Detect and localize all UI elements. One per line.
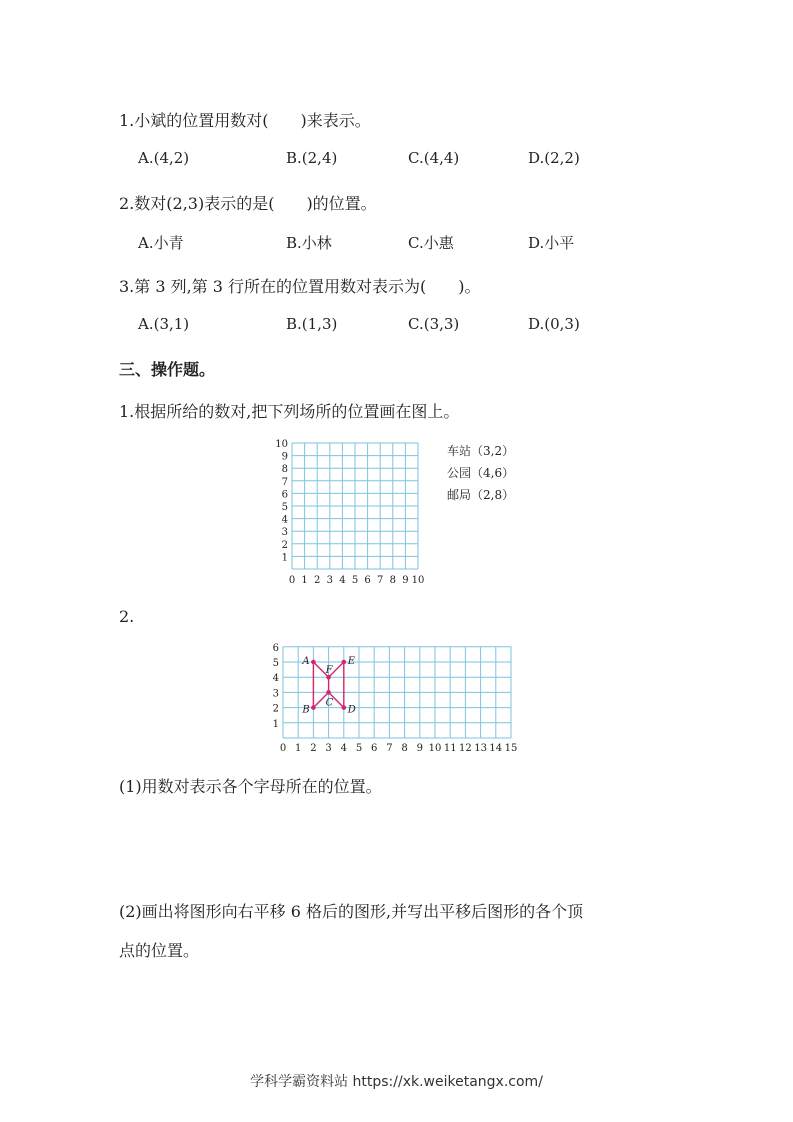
option-d: D.(2,2) — [528, 149, 580, 167]
point-label-c: C — [325, 697, 334, 709]
x-tick-label: 10 — [428, 743, 442, 754]
x-tick-label: 0 — [288, 575, 296, 586]
y-tick-label: 6 — [272, 642, 279, 654]
operation-question-1: 1.根据所给的数对,把下列场所的位置画在图上。 — [119, 402, 460, 421]
x-tick-label: 12 — [459, 743, 472, 754]
footer-watermark: 学科学霸资料站 https://xk.weiketangx.com/ — [250, 1074, 543, 1090]
option-d: D.小平 — [528, 234, 575, 252]
x-tick-label: 14 — [489, 743, 503, 754]
question-2-part-2-line-2: 点的位置。 — [119, 941, 200, 960]
y-axis-ticks — [275, 439, 288, 563]
operation-question-2-label: 2. — [119, 607, 135, 626]
point-a — [311, 660, 316, 665]
legend-station: 车站（3,2） — [447, 444, 515, 458]
x-tick-label: 4 — [339, 575, 346, 586]
x-tick-label: 15 — [504, 743, 518, 754]
legend-post-office: 邮局（2,8） — [447, 488, 515, 502]
y-tick-label: 2 — [272, 703, 279, 715]
x-tick-label: 7 — [377, 575, 384, 586]
x-tick-label: 6 — [364, 575, 371, 586]
point-e — [342, 660, 347, 665]
x-tick-label: 5 — [355, 743, 363, 754]
x-tick-label: 3 — [326, 575, 333, 586]
x-axis-ticks — [289, 575, 425, 586]
y-tick-label: 5 — [281, 502, 288, 513]
y-tick-label: 5 — [272, 658, 279, 669]
point-label-d: D — [347, 704, 356, 716]
y-tick-label: 10 — [275, 439, 288, 450]
point-d — [342, 705, 347, 710]
x-tick-label: 8 — [401, 743, 408, 754]
x-tick-label: 10 — [411, 575, 425, 586]
x-tick-label: 8 — [389, 575, 396, 586]
x-tick-label: 1 — [295, 743, 302, 754]
option-c: C.小惠 — [408, 234, 454, 252]
y-tick-label: 4 — [272, 673, 279, 685]
y-tick-label: 4 — [281, 514, 288, 526]
y-tick-label: 6 — [281, 489, 288, 501]
x-tick-label: 2 — [310, 743, 317, 754]
option-a: A.(4,2) — [138, 149, 190, 167]
question-3-options — [138, 315, 658, 337]
x-tick-label: 9 — [416, 743, 423, 754]
x-tick-label: 5 — [351, 575, 359, 586]
x-tick-label: 2 — [314, 575, 321, 586]
y-tick-label: 1 — [281, 552, 288, 564]
question-2-part-1: (1)用数对表示各个字母所在的位置。 — [119, 777, 382, 796]
point-b — [311, 705, 316, 710]
option-c: C.(4,4) — [408, 149, 460, 167]
y-tick-label: 9 — [281, 451, 288, 463]
option-b: B.小林 — [286, 234, 332, 252]
location-legend — [447, 440, 514, 506]
question-1-stem: 1.小斌的位置用数对( )来表示。 — [119, 111, 371, 130]
y-tick-label: 7 — [281, 476, 288, 488]
x-tick-label: 0 — [279, 743, 287, 754]
grid-lines — [292, 443, 418, 569]
question-1-options — [138, 149, 658, 171]
point-label-f: F — [325, 665, 333, 677]
option-a: A.(3,1) — [138, 315, 190, 333]
x-tick-label: 7 — [386, 743, 393, 754]
point-label-b: B — [302, 704, 310, 716]
option-b: B.(1,3) — [286, 315, 338, 333]
point-label-e: E — [347, 656, 356, 667]
x-axis-ticks — [280, 743, 518, 754]
point-label-a: A — [302, 656, 310, 667]
x-tick-label: 1 — [301, 575, 308, 586]
y-tick-label: 3 — [281, 527, 288, 539]
legend-park: 公园（4,6） — [447, 466, 515, 480]
x-tick-label: 6 — [371, 743, 378, 754]
question-3-stem: 3.第 3 列,第 3 行所在的位置用数对表示为( )。 — [119, 277, 481, 296]
option-c: C.(3,3) — [408, 315, 460, 333]
question-2-part-2-line-1: (2)画出将图形向右平移 6 格后的图形,并写出平移后图形的各个顶 — [119, 902, 584, 921]
question-2-stem: 2.数对(2,3)表示的是( )的位置。 — [119, 194, 377, 213]
y-tick-label: 1 — [272, 718, 279, 730]
x-tick-label: 9 — [402, 575, 409, 586]
option-d: D.(0,3) — [528, 315, 580, 333]
x-tick-label: 13 — [474, 743, 487, 754]
section-title: 三、操作题。 — [119, 360, 216, 379]
point-c — [326, 690, 331, 695]
question-2-options — [138, 232, 658, 254]
y-axis-ticks — [273, 643, 279, 730]
option-b: B.(2,4) — [286, 149, 338, 167]
coordinate-grid-2 — [270, 640, 522, 754]
x-tick-label: 11 — [443, 743, 457, 754]
coordinate-grid-1 — [270, 436, 430, 588]
y-tick-label: 8 — [281, 464, 288, 476]
x-tick-label: 4 — [340, 743, 347, 754]
x-tick-label: 3 — [325, 743, 332, 754]
y-tick-label: 2 — [281, 539, 288, 551]
y-tick-label: 3 — [272, 688, 279, 700]
option-a: A.小青 — [138, 234, 184, 252]
grid-lines — [283, 647, 511, 738]
